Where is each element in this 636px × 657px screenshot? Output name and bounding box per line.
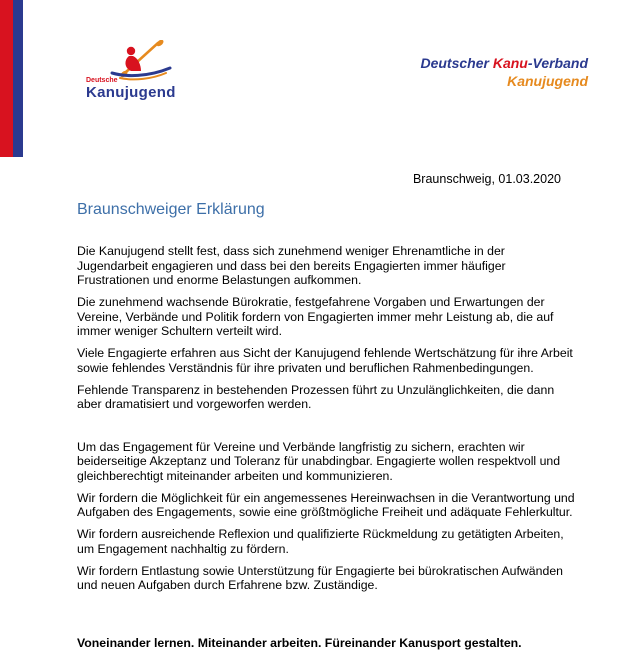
paragraph: Die Kanujugend stellt fest, dass sich zunehmend weniger Ehrenamtliche in der Jugendarbeit engagieren und dass bei den bereits Engagierten immer häufiger Frustrationen und enorme Belastungen aufkommen. — [77, 244, 506, 287]
logo-main-text: Kanujugend — [86, 84, 176, 101]
kanujugend-logo — [86, 40, 186, 104]
blue-side-stripe — [13, 0, 23, 157]
paragraph: Wir fordern die Möglichkeit für ein angemessenes Hereinwachsen in die Verantwortung und Aufgaben des Engagements, sowie eine größtmögliche Freiheit und adäquate Fehlerkultur. — [77, 490, 575, 519]
paragraph: Die zunehmend wachsende Bürokratie, festgefahrene Vorgaben und Erwartungen der Vereine, Verbände und Politik fordern von Engagierten immer mehr Leistung ab, die auf immer weniger Schultern verteilt wird. — [77, 295, 554, 338]
paragraph: Viele Engagierte erfahren aus Sicht der Kanujugend fehlende Wertschätzung für ihre Arbeit sowie fehlendes Verständnis für ihre privaten und beruflichen Rahmenbedingungen. — [77, 346, 573, 375]
paragraph: Wir fordern Entlastung sowie Unterstützung für Engagierte bei bürokratischen Aufwänden und neuen Aufgaben durch Erfahrene bzw. Zuständige. — [77, 563, 563, 592]
paragraph: Wir fordern ausreichende Reflexion und qualifizierte Rückmeldung zu getätigten Arbeiten, um Engagement nachhaltig zu fördern. — [77, 527, 564, 556]
organization-name — [420, 54, 588, 90]
org-prefix: Deutscher — [420, 55, 493, 71]
slogan: Voneinander lernen. Miteinander arbeiten. Füreinander Kanusport gestalten. — [77, 636, 522, 650]
paragraph: Um das Engagement für Vereine und Verbände langfristig zu sichern, erachten wir beiderseitige Akzeptanz und Toleranz für unabdingbar. Engagierte wollen respektvoll und gleichberechtigt miteinander arbeiten und kommunizieren. — [77, 439, 561, 483]
org-suffix: -Verband — [527, 55, 588, 71]
org-line-2: Kanujugend — [507, 73, 588, 89]
red-side-stripe — [0, 0, 13, 157]
org-line-1 — [420, 54, 588, 72]
document-date: Braunschweig, 01.03.2020 — [412, 172, 561, 186]
paragraph: Fehlende Transparenz in bestehenden Prozessen führt zu Unzulänglichkeiten, die dann aber dramatisiert und vorgeworfen werden. — [77, 382, 555, 411]
document-title: Braunschweiger Erklärung — [77, 201, 265, 218]
org-highlight: Kanu — [492, 55, 528, 71]
logo-small-text: Deutsche — [86, 77, 118, 84]
document-body — [77, 244, 577, 600]
